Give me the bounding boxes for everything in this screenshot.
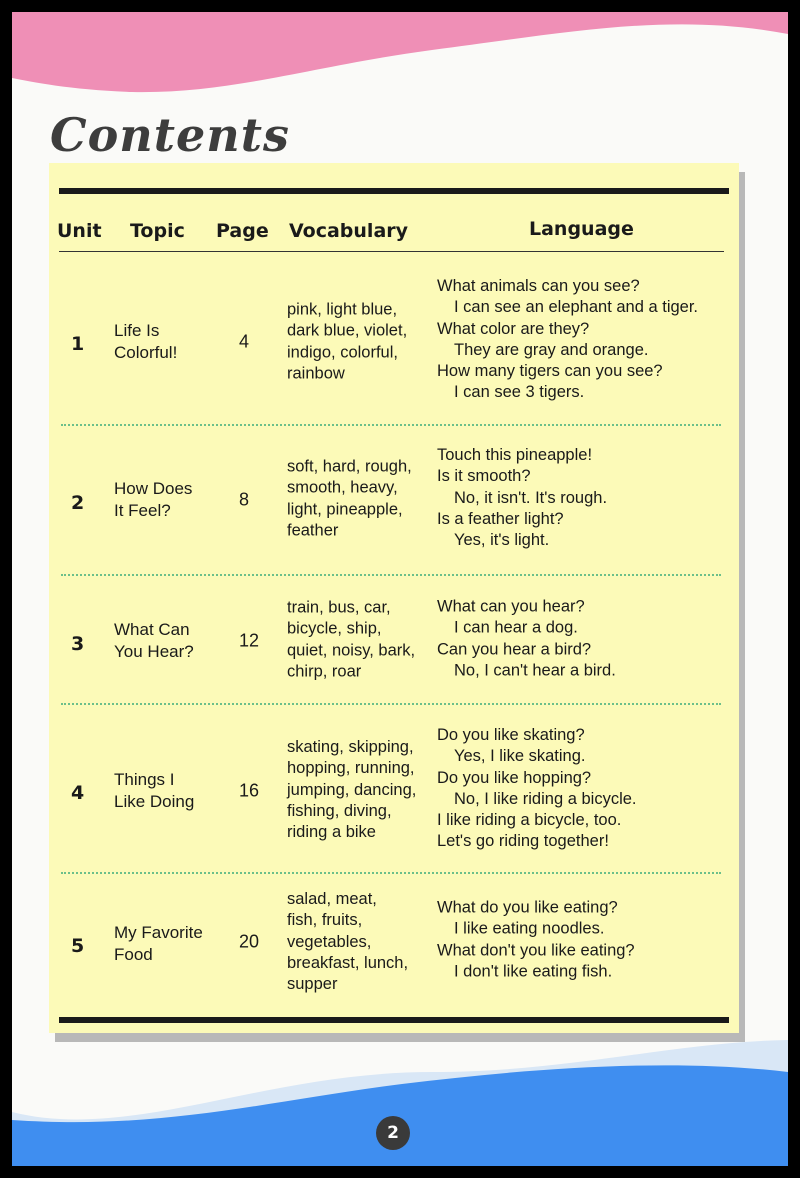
language-question: What do you like eating? [437,898,618,917]
language-cell [437,897,737,982]
unit-number: 3 [71,633,85,655]
vocabulary-cell [287,889,437,995]
language-question: What animals can you see? [437,277,640,296]
header-unit: Unit [57,220,102,242]
vocabulary-cell [287,299,437,384]
vocab-line: skating, skipping, [287,737,414,756]
page-number-cell: 4 [239,331,250,352]
topic-cell [114,922,224,966]
language-answer: Yes, it's light. [454,530,550,549]
vocabulary-cell [287,737,437,843]
page-number-cell: 8 [239,489,250,510]
language-question: I like riding a bicycle, too. [437,811,622,830]
row-divider [61,424,721,426]
language-answer: No, it isn't. It's rough. [454,488,608,507]
language-cell [437,596,737,681]
vocab-line: riding a bike [287,822,376,841]
row-divider [61,703,721,705]
vocab-line: fishing, diving, [287,801,392,820]
vocab-line: fish, fruits, [287,911,363,930]
vocab-line: rainbow [287,364,345,383]
vocab-line: soft, hard, rough, [287,457,412,476]
vocab-line: breakfast, lunch, [287,953,409,972]
bottom-rule [59,1017,729,1023]
header-vocabulary: Vocabulary [289,220,409,242]
language-question: Let's go riding together! [437,832,609,851]
vocabulary-cell [287,597,437,682]
language-cell [437,276,737,404]
language-question: Is it smooth? [437,467,531,486]
unit-number: 4 [71,782,85,804]
language-answer: I can see an elephant and a tiger. [454,298,699,317]
topic-line: Things I [114,770,175,789]
vocab-line: chirp, roar [287,662,362,681]
topic-line: You Hear? [114,642,194,661]
page-title: Contents [50,108,290,162]
header-topic: Topic [130,220,185,242]
topic-line: My Favorite [114,923,203,942]
row-divider [61,872,721,874]
page-number-badge: 2 [376,1116,410,1150]
language-answer: They are gray and orange. [454,341,649,359]
language-question: Touch this pineapple! [437,445,593,464]
vocab-line: dark blue, violet, [287,321,408,340]
language-question: Do you like hopping? [437,768,592,787]
language-answer: I can see 3 tigers. [454,383,585,402]
language-question: What don't you like eating? [437,941,635,959]
topic-cell [114,320,224,364]
language-question: Do you like skating? [437,726,585,745]
vocab-line: bicycle, ship, [287,619,382,638]
page [12,12,788,1166]
language-answer: I like eating noodles. [454,919,605,938]
top-pink-wave [12,12,788,92]
vocab-line: quiet, noisy, bark, [287,641,416,659]
vocabulary-cell [287,456,437,541]
page-number-cell: 16 [239,780,260,801]
vocab-line: light, pineapple, [287,500,403,518]
vocab-line: salad, meat, [287,889,377,908]
language-cell [437,445,737,551]
topic-cell [114,478,224,522]
topic-line: Food [114,945,153,964]
language-question: How many tigers can you see? [437,362,663,381]
vocab-line: indigo, colorful, [287,343,398,361]
language-answer: No, I like riding a bicycle. [454,790,637,808]
language-question: Can you hear a bird? [437,640,592,658]
page-number-cell: 12 [239,630,260,651]
vocab-line: supper [287,974,338,993]
page-number-cell: 20 [239,931,260,952]
language-answer: Yes, I like skating. [454,747,586,766]
language-answer: I don't like eating fish. [454,962,613,981]
header-page: Page [216,220,269,242]
unit-number: 5 [71,935,85,957]
topic-line: Like Doing [114,792,195,811]
top-rule [59,188,729,194]
topic-line: It Feel? [114,501,171,520]
unit-number: 1 [71,333,85,355]
vocab-line: jumping, dancing, [287,780,417,799]
topic-line: Life Is [114,321,160,340]
vocab-line: feather [287,521,339,540]
language-question: Is a feather light? [437,509,564,528]
topic-line: How Does [114,479,193,498]
topic-line: Colorful! [114,343,178,362]
vocab-line: pink, light blue, [287,300,398,319]
topic-cell [114,619,224,663]
header-rule [59,251,724,252]
vocab-line: vegetables, [287,932,372,951]
language-question: What can you hear? [437,597,585,616]
language-answer: I can hear a dog. [454,618,578,637]
language-answer: No, I can't hear a bird. [454,661,616,680]
language-cell [437,725,737,853]
topic-line: What Can [114,620,190,639]
header-language: Language [529,218,634,240]
language-question: What color are they? [437,319,590,338]
topic-cell [114,769,224,813]
vocab-line: smooth, heavy, [287,478,398,497]
contents-table [49,163,739,1033]
vocab-line: hopping, running, [287,759,415,778]
row-divider [61,574,721,576]
unit-number: 2 [71,492,85,514]
vocab-line: train, bus, car, [287,598,391,617]
